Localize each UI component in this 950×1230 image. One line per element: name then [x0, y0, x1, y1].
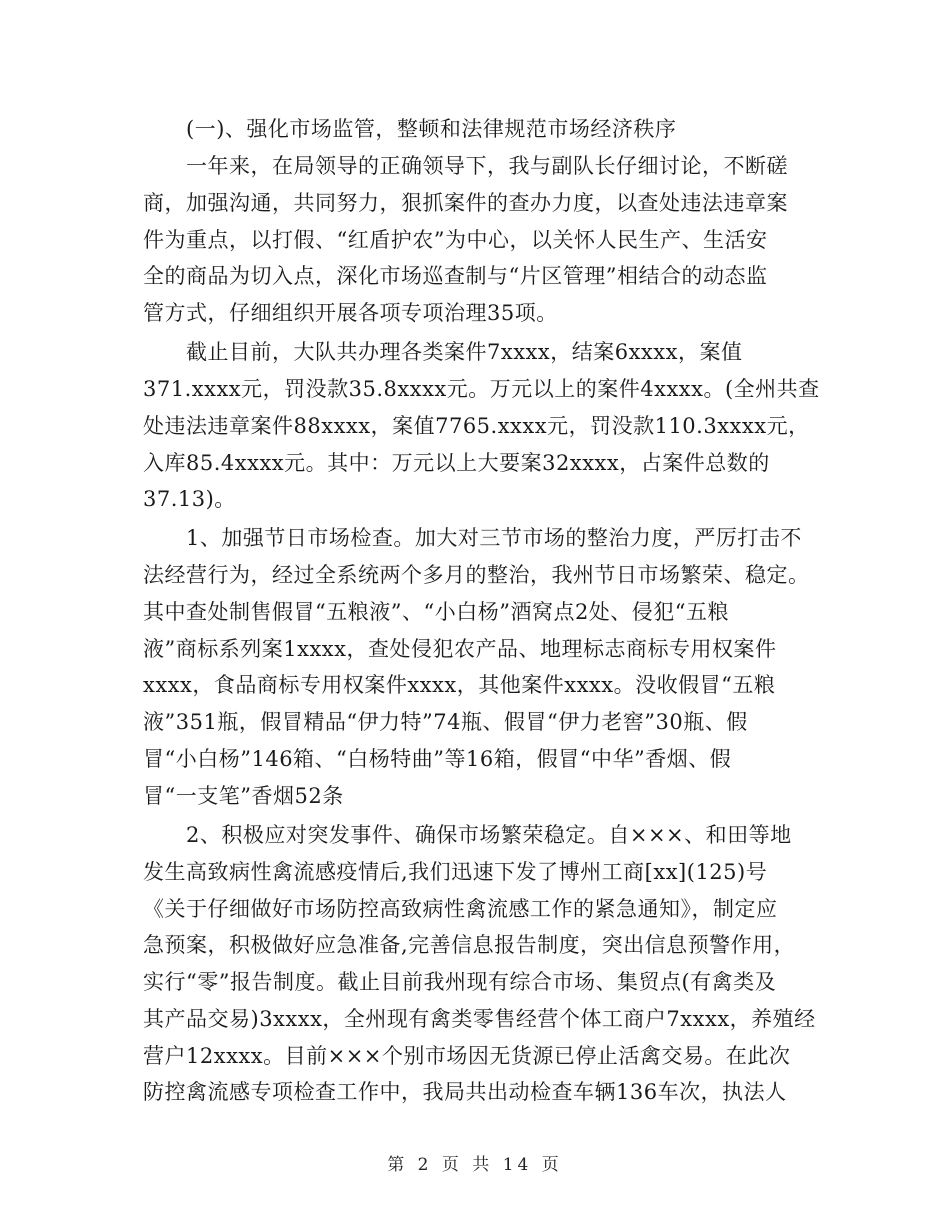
paragraph-line: 件为重点，以打假、“红盾护农”为中心，以关怀人民生产、生活安	[143, 228, 768, 252]
paragraph-line: 2、积极应对突发事件、确保市场繁荣稳定。自×××、和田等地	[186, 823, 792, 847]
paragraph-line: 营户12xxxx。目前×××个别市场因无货源已停止活禽交易。在此次	[143, 1044, 791, 1068]
paragraph-line: 《关于仔细做好市场防控高致病性禽流感工作的紧急通知》，制定应	[143, 897, 778, 921]
paragraph-line: 管方式，仔细组织开展各项专项治理35项。	[143, 301, 558, 325]
paragraph-line: 冒“小白杨”146箱、“白杨特曲”等16箱，假冒“中华”香烟、假	[143, 747, 732, 771]
paragraph-line: 商，加强沟通，共同努力，狠抓案件的查办力度，以查处违法违章案	[143, 191, 788, 215]
paragraph-line: 实行“零”报告制度。截止目前我州现有综合市场、集贸点(有禽类及	[143, 970, 777, 994]
paragraph-line: 1、加强节日市场检查。加大对三节市场的整治力度，严厉打击不	[186, 526, 802, 550]
paragraph-line: 入库85.4xxxx元。其中：万元以上大要案32xxxx，占案件总数的	[143, 451, 770, 475]
paragraph-line: 发生高致病性禽流感疫情后,我们迅速下发了博州工商[xx](125)号	[143, 860, 768, 884]
paragraph-line: 法经营行为，经过全系统两个多月的整治，我州节日市场繁荣、稳定。	[143, 563, 810, 587]
paragraph-line: 371.xxxx元，罚没款35.8xxxx元。万元以上的案件4xxxx。(全州共查	[143, 377, 820, 401]
paragraph-line: 液”351瓶，假冒精品“伊力特”74瓶、假冒“伊力老窖”30瓶、假	[143, 710, 748, 734]
paragraph-line: 截止目前，大队共办理各类案件7xxxx，结案6xxxx，案值	[186, 340, 743, 364]
paragraph-line: 一年来，在局领导的正确领导下，我与副队长仔细讨论，不断磋	[186, 154, 788, 178]
paragraph-line: 其中查处制售假冒“五粮液”、“小白杨”酒窝点2处、侵犯“五粮	[143, 600, 730, 624]
paragraph-line: 37.13)。	[143, 487, 236, 511]
paragraph-line: 防控禽流感专项检查工作中，我局共出动检查车辆136车次，执法人	[143, 1080, 787, 1104]
section-heading: (一)、强化市场监管，整顿和法律规范市场经济秩序	[186, 117, 677, 141]
paragraph-line: 处违法违章案件88xxxx，案值7765.xxxx元，罚没款110.3xxxx元，	[143, 414, 810, 438]
page-footer: 第 2 页 共 14 页	[387, 1155, 563, 1175]
paragraph-line: 冒“一支笔”香烟52条	[143, 784, 344, 808]
paragraph-line: 液”商标系列案1xxxx，查处侵犯农产品、地理标志商标专用权案件	[143, 637, 777, 661]
paragraph-line: 急预案，积极做好应急准备,完善信息报告制度，突出信息预警作用，	[143, 933, 796, 957]
paragraph-line: xxxx，食品商标专用权案件xxxx，其他案件xxxx。没收假冒“五粮	[143, 673, 776, 697]
paragraph-line: 其产品交易)3xxxx，全州现有禽类零售经营个体工商户7xxxx，养殖经	[143, 1007, 816, 1031]
paragraph-line: 全的商品为切入点，深化市场巡查制与“片区管理”相结合的动态监	[143, 264, 768, 288]
